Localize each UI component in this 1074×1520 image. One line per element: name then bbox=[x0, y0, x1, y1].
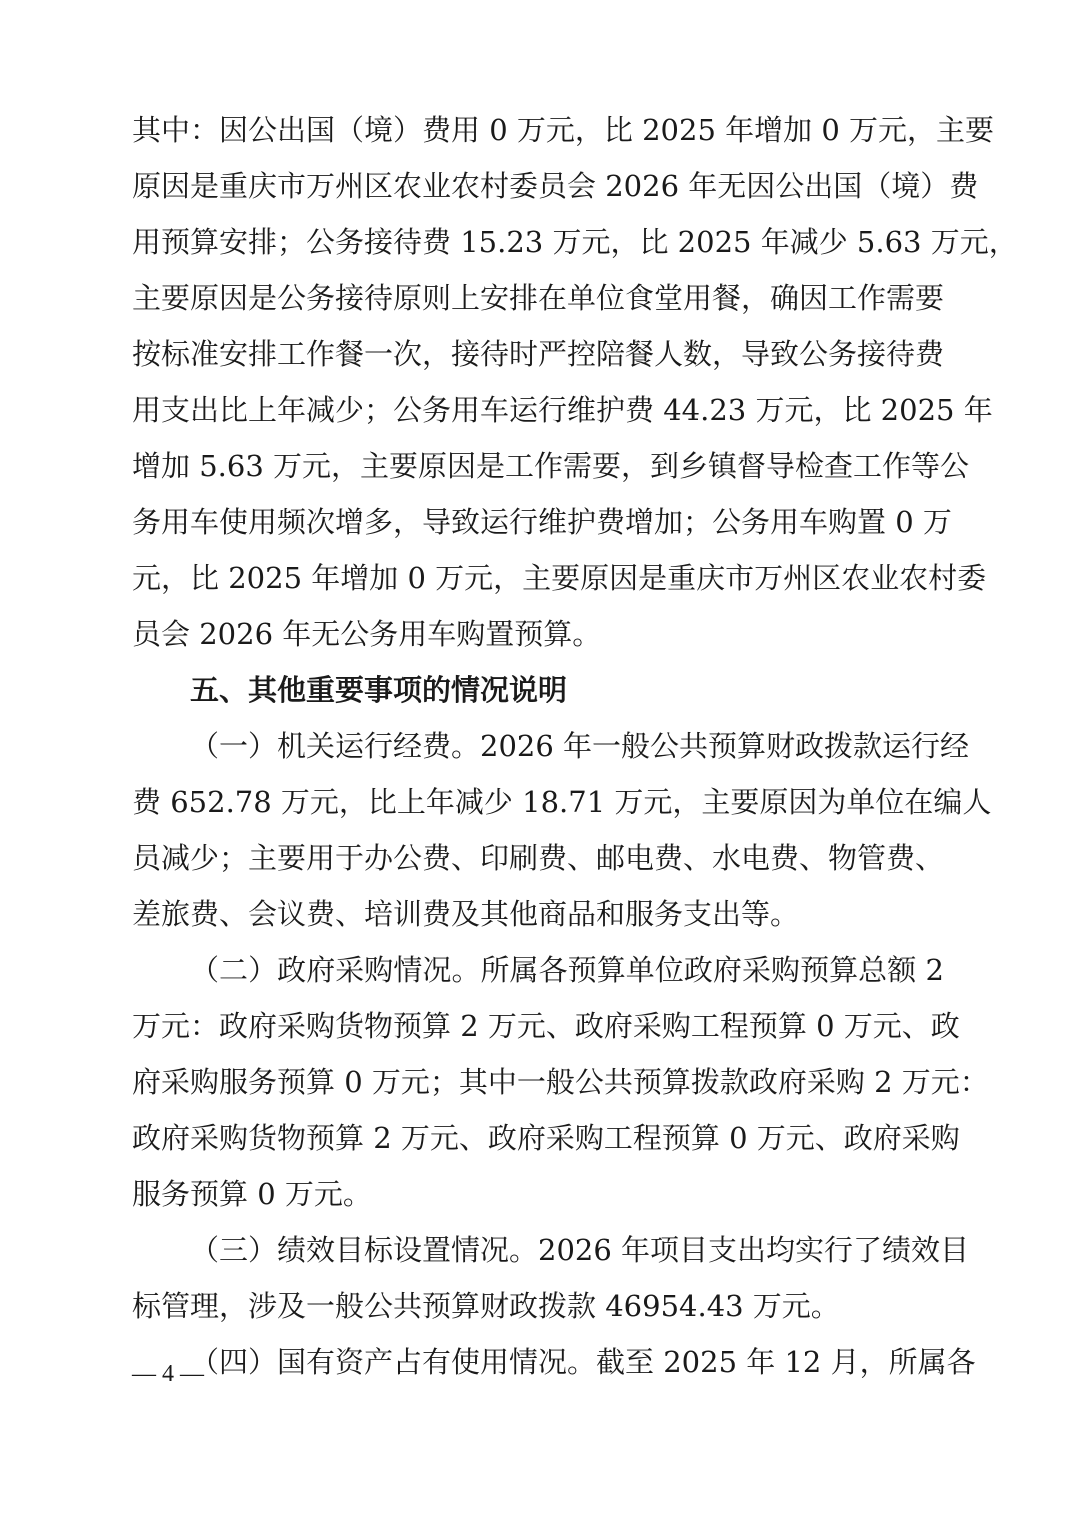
paragraph-line: （四）国有资产占有使用情况。截至 2025 年 12 月，所属各 bbox=[190, 1345, 976, 1379]
paragraph-line: 政府采购货物预算 2 万元、政府采购工程预算 0 万元、政府采购 bbox=[132, 1121, 960, 1155]
paragraph-line: 用支出比上年减少；公务用车运行维护费 44.23 万元，比 2025 年 bbox=[132, 393, 993, 427]
paragraph-line: 员会 2026 年无公务用车购置预算。 bbox=[132, 617, 602, 651]
paragraph-line: 费 652.78 万元，比上年减少 18.71 万元，主要原因为单位在编人 bbox=[132, 785, 992, 819]
paragraph-line: （三）绩效目标设置情况。2026 年项目支出均实行了绩效目 bbox=[190, 1233, 970, 1267]
paragraph-line: （二）政府采购情况。所属各预算单位政府采购预算总额 2 bbox=[190, 953, 944, 987]
paragraph-line: （一）机关运行经费。2026 年一般公共预算财政拨款运行经 bbox=[190, 729, 970, 763]
paragraph-line: 用预算安排；公务接待费 15.23 万元，比 2025 年减少 5.63 万元， bbox=[132, 225, 1018, 259]
section-heading: 五、其他重要事项的情况说明 bbox=[190, 673, 568, 707]
paragraph-line: 增加 5.63 万元，主要原因是工作需要，到乡镇督导检查工作等公 bbox=[132, 449, 970, 483]
paragraph-line: 务用车使用频次增多，导致运行维护费增加；公务用车购置 0 万 bbox=[132, 505, 952, 539]
paragraph-line: 服务预算 0 万元。 bbox=[132, 1177, 372, 1211]
paragraph-line: 原因是重庆市万州区农业农村委员会 2026 年无因公出国（境）费 bbox=[132, 169, 979, 203]
paragraph-line: 员减少；主要用于办公费、印刷费、邮电费、水电费、物管费、 bbox=[132, 841, 945, 875]
paragraph-line: 按标准安排工作餐一次，接待时严控陪餐人数，导致公务接待费 bbox=[132, 337, 945, 371]
paragraph-line: 主要原因是公务接待原则上安排在单位食堂用餐，确因工作需要 bbox=[132, 281, 945, 315]
paragraph-line: 府采购服务预算 0 万元；其中一般公共预算拨款政府采购 2 万元： bbox=[132, 1065, 989, 1099]
paragraph-line: 其中：因公出国（境）费用 0 万元，比 2025 年增加 0 万元，主要 bbox=[132, 113, 995, 147]
page-number: — 4 — bbox=[132, 1361, 204, 1387]
paragraph-line: 万元：政府采购货物预算 2 万元、政府采购工程预算 0 万元、政 bbox=[132, 1009, 960, 1043]
paragraph-line: 元，比 2025 年增加 0 万元，主要原因是重庆市万州区农业农村委 bbox=[132, 561, 987, 595]
paragraph-line: 标管理，涉及一般公共预算财政拨款 46954.43 万元。 bbox=[132, 1289, 840, 1323]
paragraph-line: 差旅费、会议费、培训费及其他商品和服务支出等。 bbox=[132, 897, 800, 931]
